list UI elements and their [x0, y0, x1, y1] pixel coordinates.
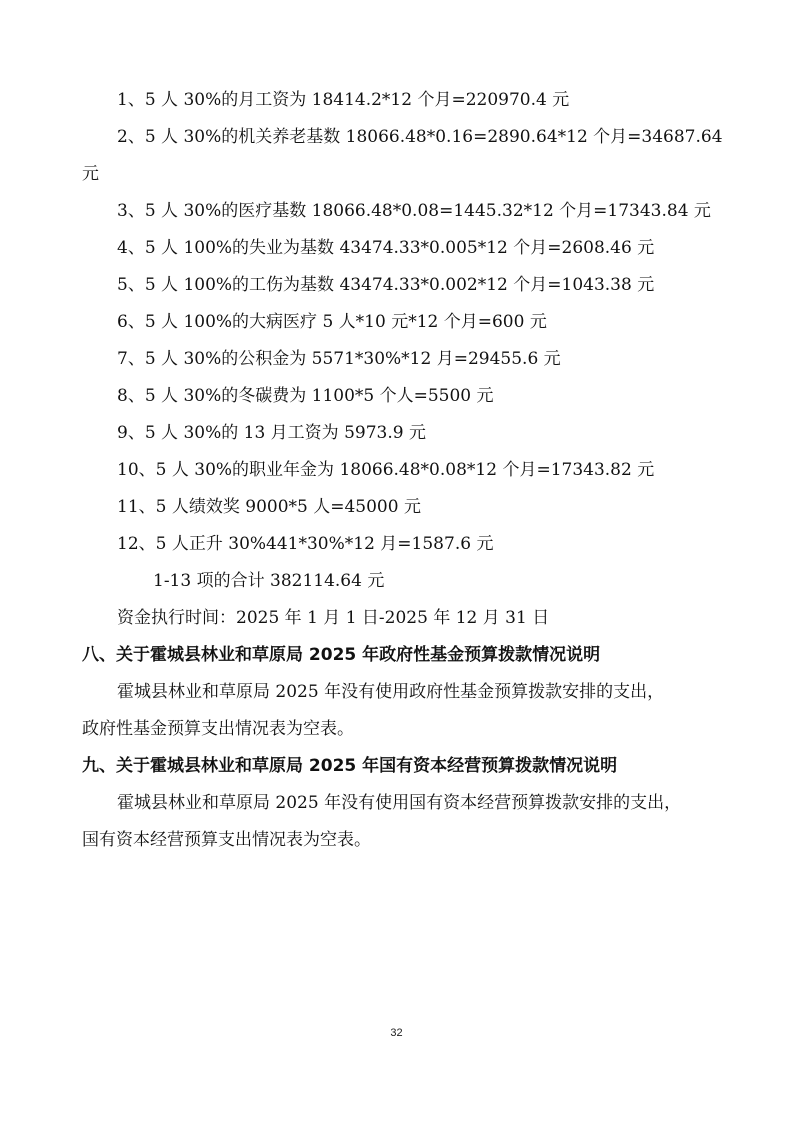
section-8-paragraph-line: 霍城县林业和草原局 2025 年没有使用政府性基金预算拨款安排的支出，: [117, 682, 665, 702]
section-9-number: 九、: [82, 756, 116, 776]
list-item: 11、5 人绩效奖 9000*5 人=45000 元: [117, 497, 421, 517]
section-8-number: 八、: [82, 645, 116, 665]
list-item: 9、5 人 30%的 13 月工资为 5973.9 元: [117, 423, 426, 443]
total-line: 1-13 项的合计 382114.64 元: [153, 571, 385, 591]
section-9-paragraph-line: 霍城县林业和草原局 2025 年没有使用国有资本经营预算拨款安排的支出，: [117, 793, 682, 813]
list-item: 8、5 人 30%的冬碳费为 1100*5 个人=5500 元: [117, 386, 494, 406]
list-item-continuation: 元: [82, 164, 99, 184]
section-9-title: 关于霍城县林业和草原局 2025 年国有资本经营预算拨款情况说明: [116, 756, 618, 776]
list-item: 1、5 人 30%的月工资为 18414.2*12 个月=220970.4 元: [117, 90, 570, 110]
list-item: 6、5 人 100%的大病医疗 5 人*10 元*12 个月=600 元: [117, 312, 547, 332]
list-item: 12、5 人正升 30%441*30%*12 月=1587.6 元: [117, 534, 494, 554]
list-item: 5、5 人 100%的工伤为基数 43474.33*0.002*12 个月=1043.38 元: [117, 275, 655, 295]
section-9-heading: [82, 756, 617, 776]
list-item: 4、5 人 100%的失业为基数 43474.33*0.005*12 个月=2608.46 元: [117, 238, 655, 258]
page-number: 32: [390, 1027, 403, 1039]
list-item: 2、5 人 30%的机关养老基数 18066.48*0.16=2890.64*12 个月=34687.64: [117, 127, 723, 147]
section-8-title: 关于霍城县林业和草原局 2025 年政府性基金预算拨款情况说明: [116, 645, 601, 665]
list-item: 7、5 人 30%的公积金为 5571*30%*12 月=29455.6 元: [117, 349, 561, 369]
list-item: 3、5 人 30%的医疗基数 18066.48*0.08=1445.32*12 个月=17343.84 元: [117, 201, 711, 221]
section-8-heading: [82, 645, 600, 665]
section-8-paragraph-line: 政府性基金预算支出情况表为空表。: [82, 719, 354, 739]
period-line: 资金执行时间：2025 年 1 月 1 日-2025 年 12 月 31 日: [117, 608, 550, 628]
list-item: 10、5 人 30%的职业年金为 18066.48*0.08*12 个月=17343.82 元: [117, 460, 655, 480]
section-9-paragraph-line: 国有资本经营预算支出情况表为空表。: [82, 830, 371, 850]
